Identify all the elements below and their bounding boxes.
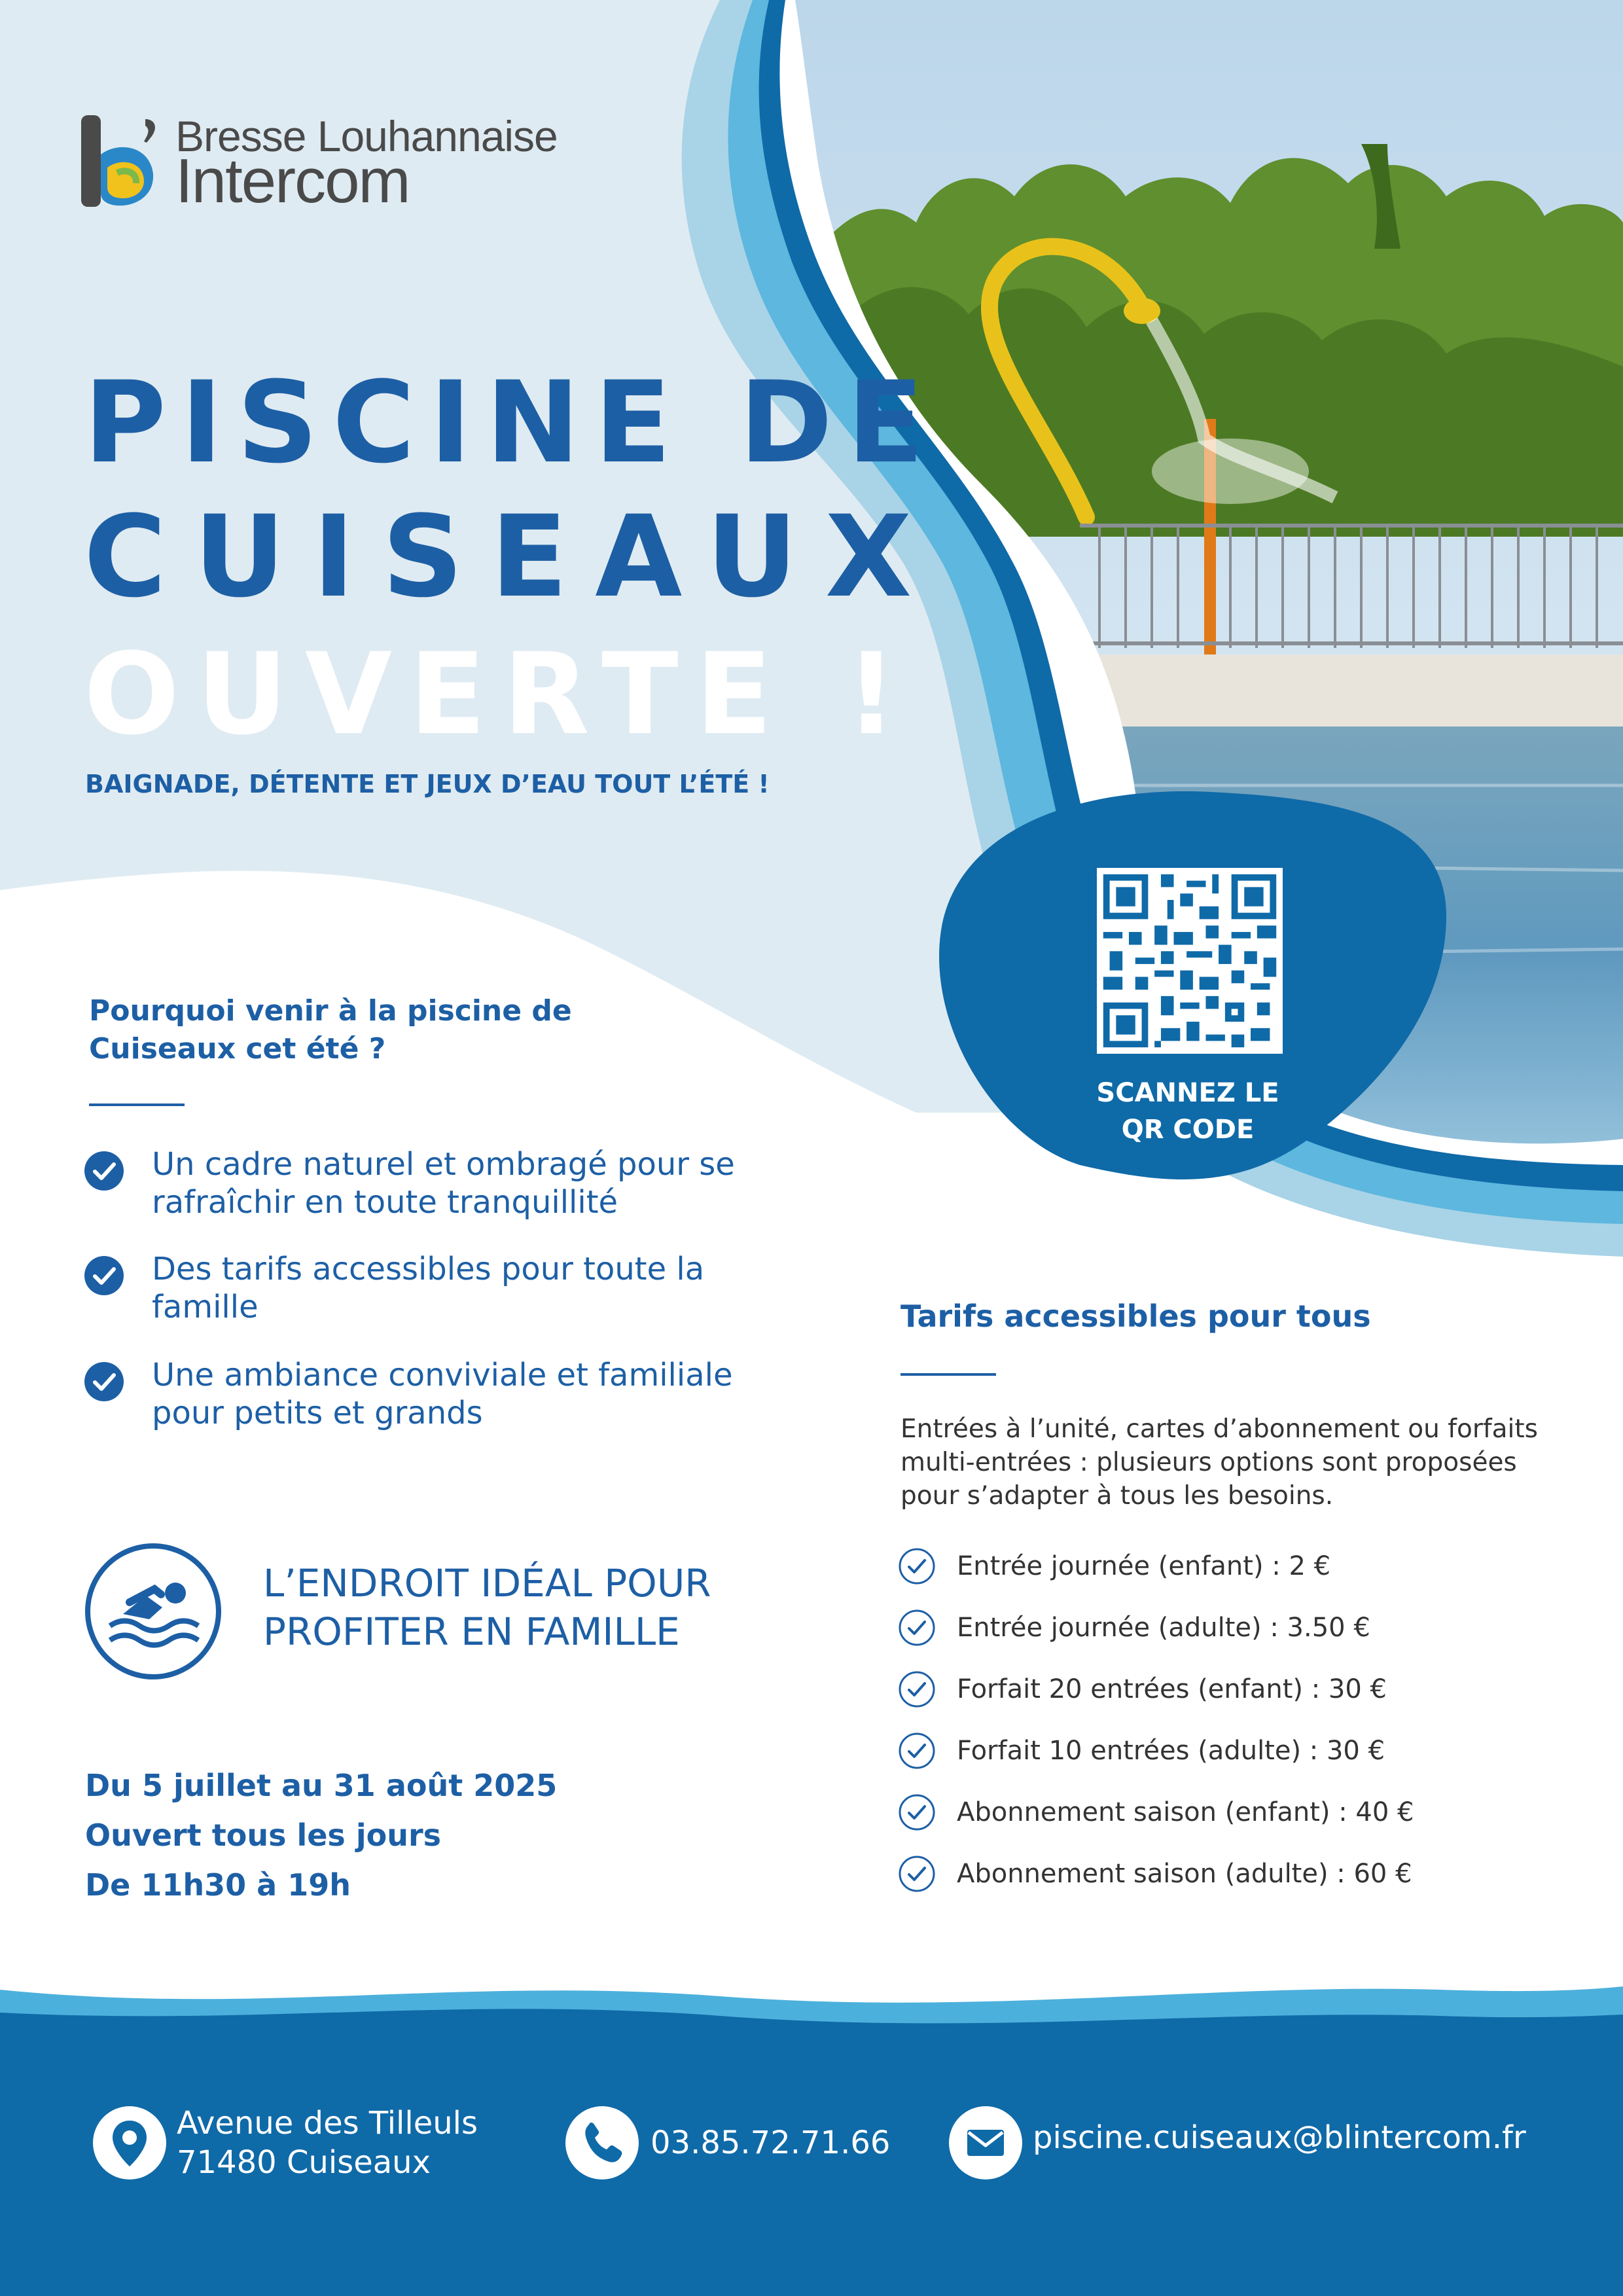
title-line-2: CUISEAUX [84,491,940,622]
why-title: Pourquoi venir à la piscine de Cuiseaux cet été ? [89,994,572,1066]
check-icon [898,1793,936,1831]
why-bullet [84,1145,771,1224]
price-item-text: Abonnement saison (enfant) : 40 € [957,1797,1414,1827]
check-icon [84,1151,124,1191]
address-line-2: 71480 Cuiseaux [177,2144,431,2181]
swimmer-icon [84,1542,223,1681]
check-icon [898,1732,936,1770]
phone-number[interactable]: 03.85.72.71.66 [651,2125,891,2161]
opening-info [85,1761,557,1910]
qr-code-icon[interactable] [1097,868,1283,1054]
why-bullet-text: Une ambiance conviviale et familiale pour petits et grands [152,1357,733,1431]
tarifs-divider [901,1373,996,1376]
price-item-text: Forfait 20 entrées (enfant) : 30 € [957,1674,1387,1704]
price-item [898,1732,1552,1771]
check-icon [84,1255,124,1296]
check-icon [84,1361,124,1402]
title-line-1: PISCINE DE [84,357,938,488]
address-line-1: Avenue des Tilleuls [177,2105,478,2142]
check-icon [898,1855,936,1893]
price-item [898,1670,1552,1710]
tarifs-intro: Entrées à l’unité, cartes d’abonnement ou forfaits multi-entrées : plusieurs options sont proposées pour s’adapter à tous les besoins. [901,1414,1538,1511]
price-item [898,1793,1552,1833]
address [177,2104,478,2182]
ideal-line-2: PROFITER EN FAMILLE [263,1609,680,1654]
logo-name: Bresse Louhannaise [175,112,558,160]
price-item [898,1609,1552,1648]
location-pin-icon [92,2105,168,2181]
opening-period: Du 5 juillet au 31 août 2025 [85,1768,558,1803]
ideal-line-1: L’ENDROIT IDÉAL POUR [263,1561,711,1605]
check-icon [898,1547,936,1585]
mail-icon [948,2105,1024,2181]
logo-mark-icon [81,115,166,207]
check-icon [898,1609,936,1647]
why-bullet-text: Un cadre naturel et ombragé pour se rafraîchir en toute tranquillité [152,1146,735,1221]
qr-label-line-2: QR CODE [1121,1115,1255,1145]
phone-icon [564,2105,640,2181]
price-item [898,1855,1552,1894]
why-divider [89,1103,185,1106]
tarifs-title: Tarifs accessibles pour tous [901,1299,1371,1334]
opening-days: Ouvert tous les jours [85,1818,442,1853]
opening-hours: De 11h30 à 19h [85,1867,351,1903]
subtitle: BAIGNADE, DÉTENTE ET JEUX D’EAU TOUT L’ÉTÉ ! [85,770,770,798]
email-address[interactable]: piscine.cuiseaux@blintercom.fr [1033,2119,1526,2156]
price-item [898,1547,1552,1587]
why-bullet [84,1250,771,1329]
check-icon [898,1670,936,1708]
price-item-text: Entrée journée (enfant) : 2 € [957,1551,1331,1581]
price-item-text: Forfait 10 entrées (adulte) : 30 € [957,1736,1385,1766]
why-bullet [84,1356,771,1435]
qr-label-line-1: SCANNEZ LE [1096,1078,1279,1108]
why-bullet-text: Des tarifs accessibles pour toute la famille [152,1251,705,1325]
ideal-text [263,1559,711,1656]
logo-subtitle: Intercom [175,146,410,216]
qr-label [1021,1075,1355,1148]
price-item-text: Abonnement saison (adulte) : 60 € [957,1859,1412,1889]
price-item-text: Entrée journée (adulte) : 3.50 € [957,1613,1370,1643]
title-line-3: OUVERTE ! [84,628,914,760]
